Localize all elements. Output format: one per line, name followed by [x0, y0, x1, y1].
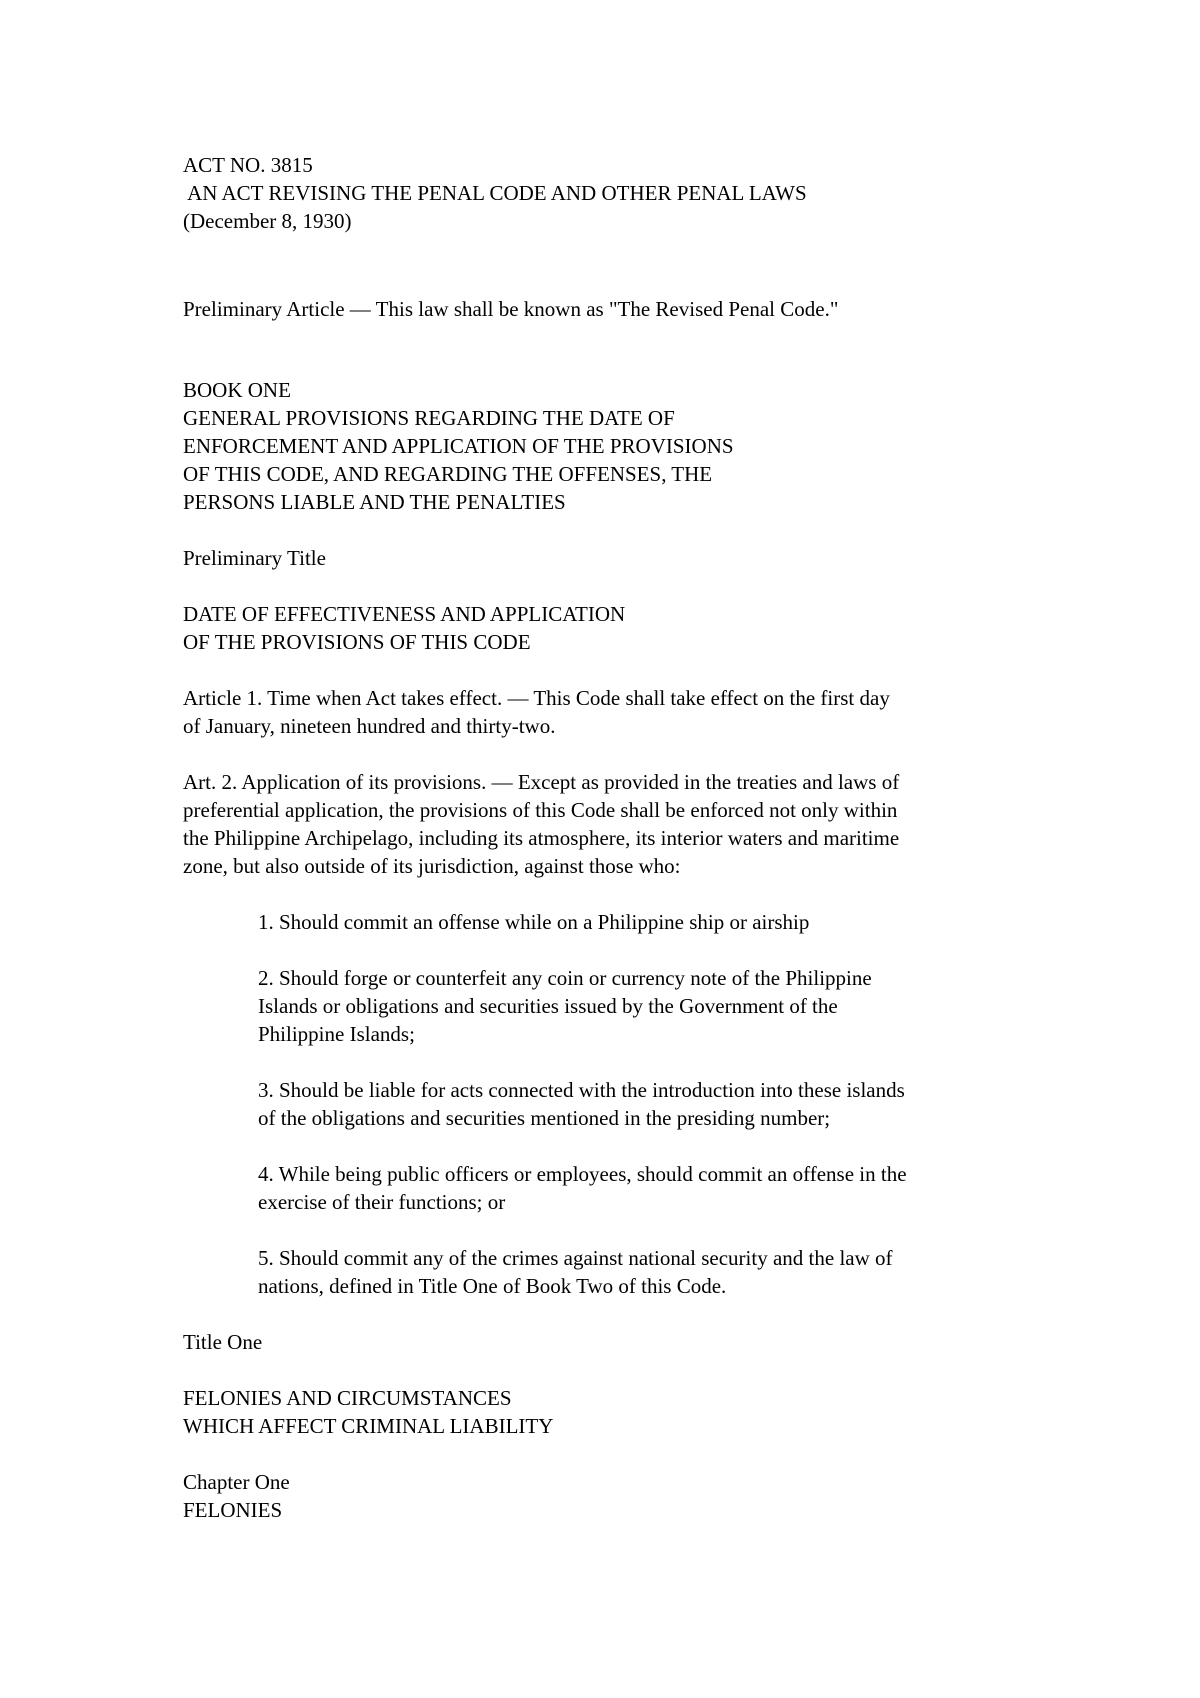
- article-2-line: preferential application, the provisions of this Code shall be enforced not only within: [183, 798, 898, 822]
- article-2-line: Art. 2. Application of its provisions. — Except as provided in the treaties and laws of: [183, 770, 900, 794]
- title-one-label: [183, 1328, 1063, 1356]
- preliminary-title-heading-line: OF THE PROVISIONS OF THIS CODE: [183, 630, 531, 654]
- book-one-section: [183, 376, 1063, 516]
- article-1-line: Article 1. Time when Act takes effect. — This Code shall take effect on the first day: [183, 686, 890, 710]
- title-one-heading-line: WHICH AFFECT CRIMINAL LIABILITY: [183, 1414, 554, 1438]
- preliminary-title-label: [183, 544, 1063, 572]
- article-2-item-4: [258, 1160, 1058, 1216]
- list-item-line: 1. Should commit an offense while on a Philippine ship or airship: [258, 910, 810, 934]
- list-item-line: 2. Should forge or counterfeit any coin or currency note of the Philippine: [258, 966, 872, 990]
- list-item-line: 5. Should commit any of the crimes against national security and the law of: [258, 1246, 893, 1270]
- chapter-one-label: Chapter One: [183, 1470, 290, 1494]
- book-one-heading-line: OF THIS CODE, AND REGARDING THE OFFENSES, THE: [183, 462, 713, 486]
- chapter-one-heading: FELONIES: [183, 1498, 283, 1522]
- article-2-item-3: [258, 1076, 1058, 1132]
- title-one-text: Title One: [183, 1330, 263, 1354]
- act-number: ACT NO. 3815: [183, 153, 313, 177]
- preliminary-title-heading-line: DATE OF EFFECTIVENESS AND APPLICATION: [183, 602, 626, 626]
- preliminary-title-text: Preliminary Title: [183, 546, 326, 570]
- preliminary-article-text: Preliminary Article — This law shall be known as "The Revised Penal Code.": [183, 297, 839, 321]
- article-2-item-2: [258, 964, 1058, 1048]
- book-one-label: BOOK ONE: [183, 378, 291, 402]
- preliminary-article: [183, 295, 1063, 323]
- list-item-line: 3. Should be liable for acts connected with the introduction into these islands: [258, 1078, 905, 1102]
- act-header: [183, 151, 1063, 235]
- act-date: (December 8, 1930): [183, 209, 352, 233]
- article-1: [183, 684, 1063, 740]
- list-item-line: Philippine Islands;: [258, 1022, 415, 1046]
- title-one-heading-line: FELONIES AND CIRCUMSTANCES: [183, 1386, 512, 1410]
- article-2-line: zone, but also outside of its jurisdiction, against those who:: [183, 854, 681, 878]
- title-one-heading: [183, 1384, 1063, 1440]
- book-one-heading-line: PERSONS LIABLE AND THE PENALTIES: [183, 490, 566, 514]
- list-item-line: Islands or obligations and securities issued by the Government of the: [258, 994, 838, 1018]
- list-item-line: nations, defined in Title One of Book Two of this Code.: [258, 1274, 727, 1298]
- book-one-heading-line: GENERAL PROVISIONS REGARDING THE DATE OF: [183, 406, 675, 430]
- act-title: AN ACT REVISING THE PENAL CODE AND OTHER PENAL LAWS: [183, 181, 807, 205]
- list-item-line: of the obligations and securities mentioned in the presiding number;: [258, 1106, 831, 1130]
- chapter-one: [183, 1468, 1063, 1524]
- article-2-line: the Philippine Archipelago, including its atmosphere, its interior waters and maritime: [183, 826, 900, 850]
- article-1-line: of January, nineteen hundred and thirty-two.: [183, 714, 556, 738]
- article-2-item-1: [258, 908, 1058, 936]
- list-item-line: exercise of their functions; or: [258, 1190, 506, 1214]
- book-one-heading-line: ENFORCEMENT AND APPLICATION OF THE PROVISIONS: [183, 434, 734, 458]
- article-2: [183, 768, 1063, 880]
- list-item-line: 4. While being public officers or employees, should commit an offense in the: [258, 1162, 907, 1186]
- article-2-item-5: [258, 1244, 1058, 1300]
- preliminary-title-heading: [183, 600, 1063, 656]
